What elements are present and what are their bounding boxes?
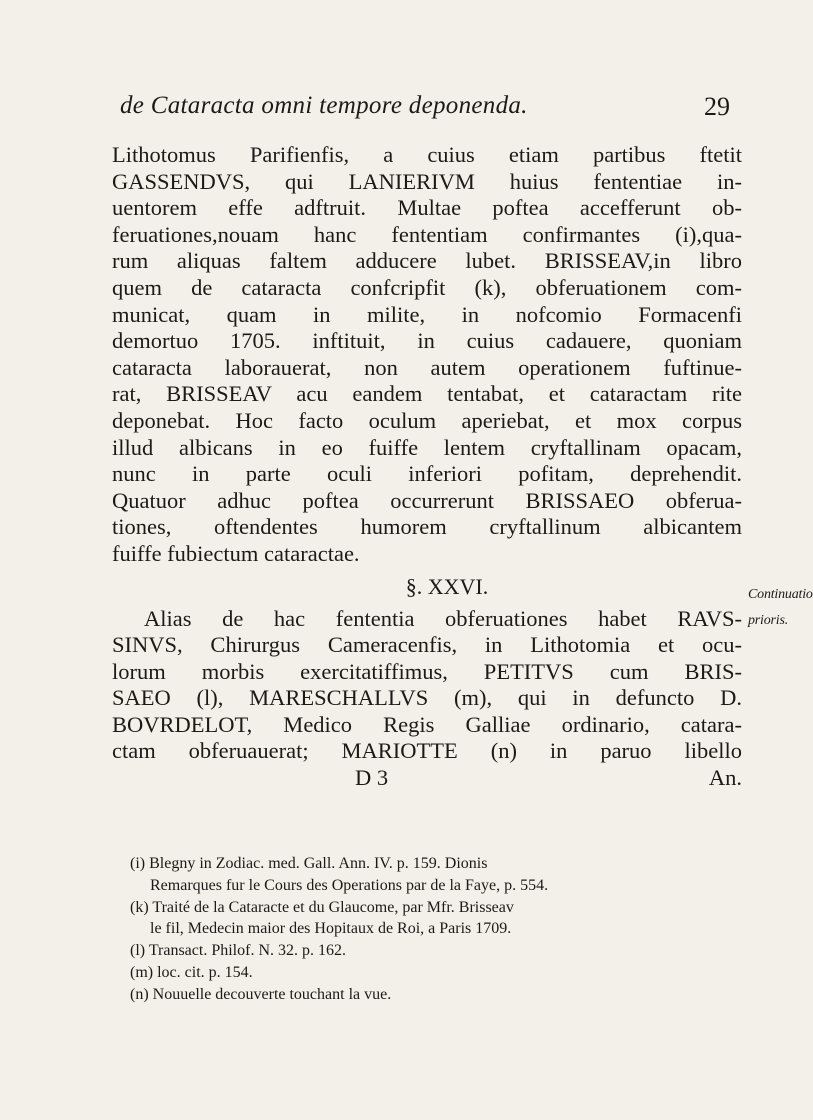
text-line: fuiffe fubiectum cataractae. [112, 540, 360, 566]
text-line: nunc in parte oculi inferiori pofitam, deprehendit. [112, 461, 742, 487]
text-line: SINVS, Chirurgus Cameracenfis, in Lithotomia et ocu- [112, 632, 742, 658]
text-line: tiones, oftendentes humorem cryftallinum albicantem [112, 514, 742, 540]
text-line: Lithotomus Parifienfis, a cuius etiam partibus ftetit [112, 142, 742, 167]
footnote-i-cont: Remarques fur le Cours des Operations par de la Faye, p. 554. [150, 876, 549, 894]
signature-mark: D 3 [355, 765, 389, 791]
footnote-i: (i) Blegny in Zodiac. med. Gall. Ann. IV. p. 159. Dionis [130, 855, 488, 872]
text-line: SAEO (l), MARESCHALLVS (m), qui in defuncto D. [112, 685, 742, 711]
text-line: GASSENDVS, qui LANIERIVM huius fententiae in- [112, 168, 742, 194]
footnote-l: (l) Transact. Philof. N. 32. p. 162. [130, 942, 346, 960]
signature-line [112, 765, 742, 792]
text-line: municat, quam in milite, in nofcomio Formacenfi [112, 301, 742, 327]
footnote-n: (n) Nouuelle decouverte touchant la vue. [130, 985, 392, 1003]
footnotes [130, 853, 720, 1006]
text-line: ctam obferuauerat; MARIOTTE (n) in paruo libello [112, 738, 742, 764]
catchword: An. [708, 765, 742, 791]
text-line: Alias de hac fententia obferuationes habet RAVS- [144, 605, 742, 631]
section-heading: §. XXVI. [405, 573, 489, 599]
text-line: quem de cataracta confcripfit (k), obferuationem com- [112, 274, 742, 300]
paragraph-2 [112, 606, 742, 792]
text-line: feruationes,nouam hanc fententiam confirmantes (i),qua- [112, 221, 742, 247]
text-line: Quatuor adhuc poftea occurrerunt BRISSAEO obferua- [112, 487, 742, 513]
text-line: cataracta laborauerat, non autem operationem fuftinue- [112, 354, 742, 380]
text-line: rat, BRISSEAV acu eandem tentabat, et cataractam rite [112, 381, 742, 407]
page-number: 29 [704, 92, 730, 121]
paragraph-1 [112, 142, 742, 568]
text-line: rum aliquas faltem adducere lubet. BRISSEAV,in libro [112, 248, 742, 274]
sidenote-line-1: Continuatio [748, 587, 813, 602]
text-line: BOVRDELOT, Medico Regis Galliae ordinario, catara- [112, 711, 742, 737]
footnote-k-cont: le fil, Medecin maior des Hopitaux de Roi, a Paris 1709. [150, 920, 512, 938]
text-line: demortuo 1705. inftituit, in cuius cadauere, quoniam [112, 328, 742, 354]
running-title: de Cataracta omni tempore deponenda. [120, 92, 528, 119]
sidenote-line-2: prioris. [748, 613, 789, 628]
main-text [112, 142, 742, 792]
text-line: illud albicans in eo fuiffe lentem cryftallinam opacam, [112, 434, 742, 460]
page-header [120, 92, 730, 132]
text-line: lorum morbis exercitatiffimus, PETITVS cum BRIS- [112, 658, 742, 684]
text-line: uentorem effe adftruit. Multae poftea accefferunt ob- [112, 195, 742, 221]
footnote-k: (k) Traité de la Cataracte et du Glaucome, par Mfr. Brisseav [130, 898, 514, 916]
footnote-m: (m) loc. cit. p. 154. [130, 963, 253, 981]
text-line: deponebat. Hoc facto oculum aperiebat, et mox corpus [112, 407, 742, 433]
